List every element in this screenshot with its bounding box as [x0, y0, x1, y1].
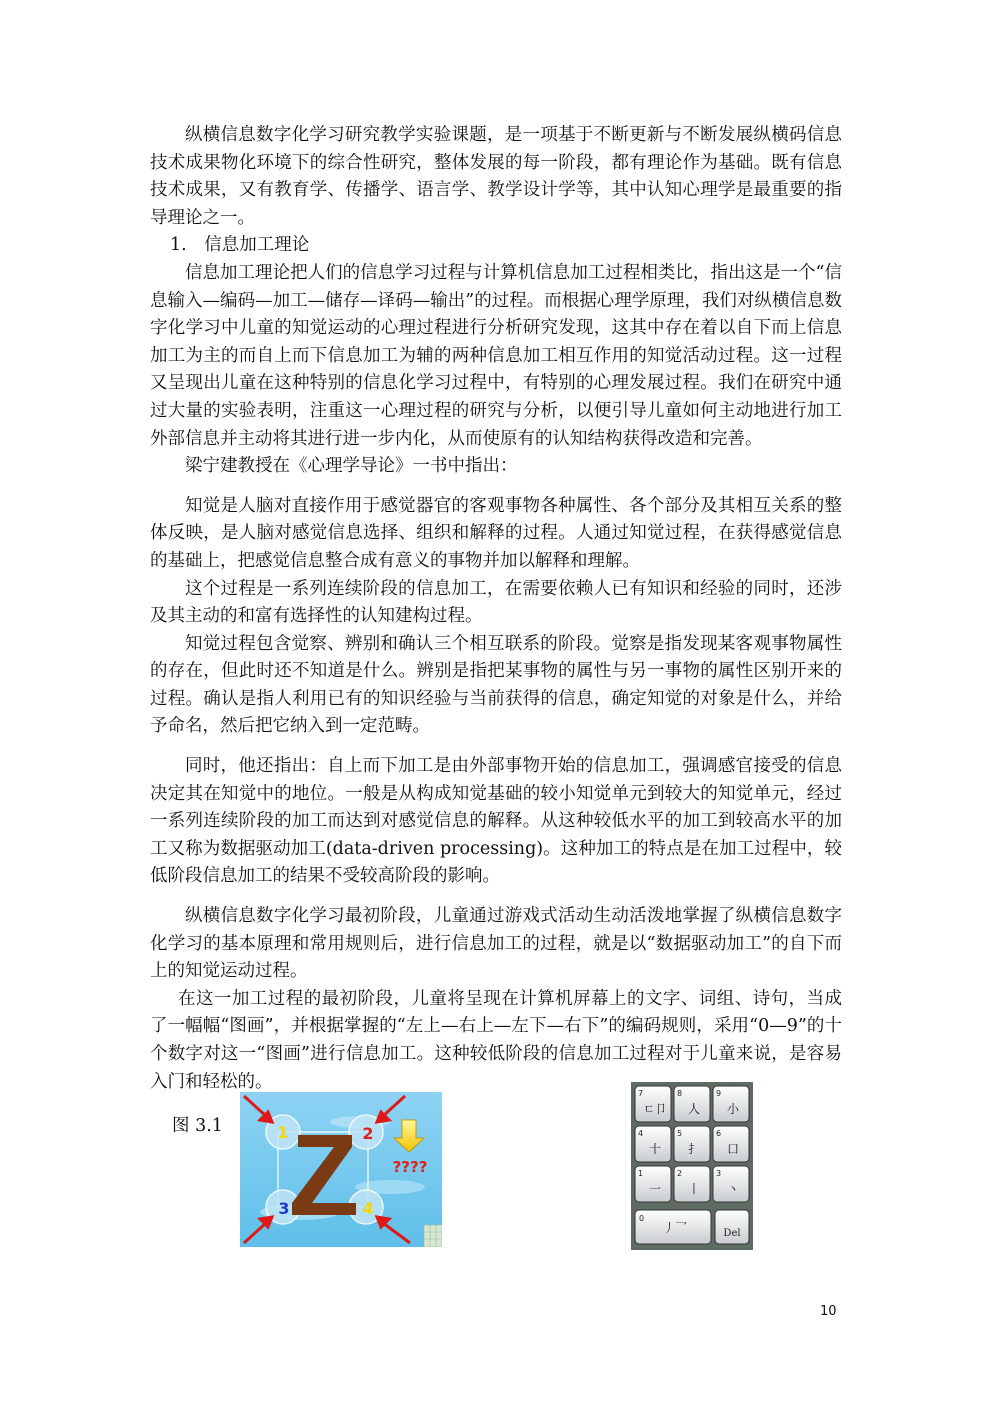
z-encoding-figure [240, 1092, 442, 1247]
keypad-figure [631, 1082, 753, 1250]
key-4-number: 4 [638, 1129, 644, 1138]
corner-number-4: 4 [362, 1199, 374, 1218]
paragraph-initial-stage: 纵横信息数字化学习最初阶段，儿童通过游戏式活动生动活泼地掌握了纵横信息数字化学习的基本原理和常用规则后，进行信息加工的过程，就是以“数据驱动加工”的自下而上的知觉运动过程。 [150, 906, 842, 982]
key-0-number: 0 [639, 1214, 645, 1223]
paragraph-perception: 知觉是人脑对直接作用于感觉器官的客观事物各种属性、各个部分及其相互关系的整体反映，是人脑对感觉信息选择、组织和解释的过程。人通过知觉过程，在获得感觉信息的基础上，把感觉信息整合成有意义的事物并加以解释和理解。 [150, 495, 842, 571]
corner-number-1: 1 [277, 1123, 289, 1142]
page-number: 10 [820, 1304, 837, 1319]
section-heading: 1. 信息加工理论 [170, 235, 310, 256]
key-3-glyph: 丶 [726, 1182, 740, 1196]
corner-number-2: 2 [362, 1124, 374, 1143]
keypad-keys [635, 1086, 749, 1202]
key-4-glyph: 十 [648, 1142, 662, 1156]
key-6-glyph: 口 [726, 1142, 740, 1156]
key-2-glyph: 丨 [687, 1182, 701, 1196]
paragraph-stages: 知觉过程包含觉察、辨别和确认三个相互联系的阶段。觉察是指发现某客观事物属性的存在，但此时还不知道是什么。辨别是指把某事物的属性与另一事物的属性区别开来的过程。确认是指人利用已有的知识经验与当前获得的信息，确定知觉的对象是什么，并给予命名，然后把它纳入到一定范畴。 [150, 633, 842, 737]
key-9-glyph: 小 [726, 1102, 740, 1116]
key-1-number: 1 [638, 1169, 644, 1178]
key-7-glyph: ㄷ卩 [643, 1102, 667, 1116]
key-7-number: 7 [638, 1089, 644, 1098]
key-3-number: 3 [716, 1169, 722, 1178]
key-5-glyph: 扌 [687, 1142, 701, 1156]
key-0-glyph: 丿乛 [662, 1221, 688, 1235]
key-1-glyph: 一 [648, 1182, 662, 1196]
corner-number-3: 3 [278, 1199, 290, 1218]
paragraph-info-theory: 信息加工理论把人们的信息学习过程与计算机信息加工过程相类比，指出这是一个“信息输入—编码—加工—储存—译码—输出”的过程。而根据心理学原理，我们对纵横信息数字化学习中儿童的知觉运动的心理过程进行分析研究发现，这其中存在着以自下而上信息加工为主的而自上而下信息加工为辅的两种信息加工相互作用的知觉活动过程。这一过程又呈现出儿童在这种特别的信息化学习过程中，有特别的心理发展过程。我们在研究中通过大量的实验表明，注重这一心理过程的研究与分析，以便引导儿童如何主动地进行加工外部信息并主动将其进行进一步内化，从而使原有的认知结构获得改造和完善。 [150, 262, 842, 449]
paragraph-intro: 纵横信息数字化学习研究教学实验课题，是一项基于不断更新与不断发展纵横码信息技术成果物化环境下的综合性研究，整体发展的每一阶段，都有理论作为基础。既有信息技术成果，又有教育学、传播学、语言学、教学设计学等，其中认知心理学是最重要的指导理论之一。 [150, 125, 842, 228]
paragraph-quote-intro: 梁宁建教授在《心理学导论》一书中指出： [185, 456, 518, 477]
key-9-number: 9 [716, 1089, 722, 1098]
key-8-glyph: 人 [687, 1102, 701, 1116]
key-6-number: 6 [716, 1129, 722, 1138]
figure-label: 图 3.1 [172, 1116, 223, 1136]
key-del-label: Del [723, 1228, 741, 1239]
question-marks: ???? [392, 1158, 428, 1176]
key-2-number: 2 [677, 1169, 683, 1178]
paragraph-encoding: 在这一加工过程的最初阶段，儿童将呈现在计算机屏幕上的文字、词组、诗句，当成了一幅幅“图画”，并根据掌握的“左上—右上—左下—右下”的编码规则，采用“0—9”的十个数字对这一“图画”进行信息加工。这种较低阶段的信息加工过程对于儿童来说，是容易入门和轻松的。 [150, 988, 842, 1092]
key-5-number: 5 [677, 1129, 683, 1138]
grid-icon [424, 1225, 442, 1247]
paragraph-process: 这个过程是一系列连续阶段的信息加工，在需要依赖人已有知识和经验的同时，还涉及其主动的和富有选择性的认知建构过程。 [150, 578, 842, 627]
paragraph-bottom-up: 同时，他还指出：自上而下加工是由外部事物开始的信息加工，强调感官接受的信息决定其在知觉中的地位。一般是从构成知觉基础的较小知觉单元到较大的知觉单元，经过一系列连续阶段的加工而达到对感觉信息的解释。从这种较低水平的加工到较高水平的加工又称为数据驱动加工(data-driven processing)。这种加工的特点是在加工过程中，较低阶段信息加工的结果不受较高阶段的影响。 [150, 756, 842, 887]
body-text [150, 122, 842, 1096]
key-8-number: 8 [677, 1089, 683, 1098]
